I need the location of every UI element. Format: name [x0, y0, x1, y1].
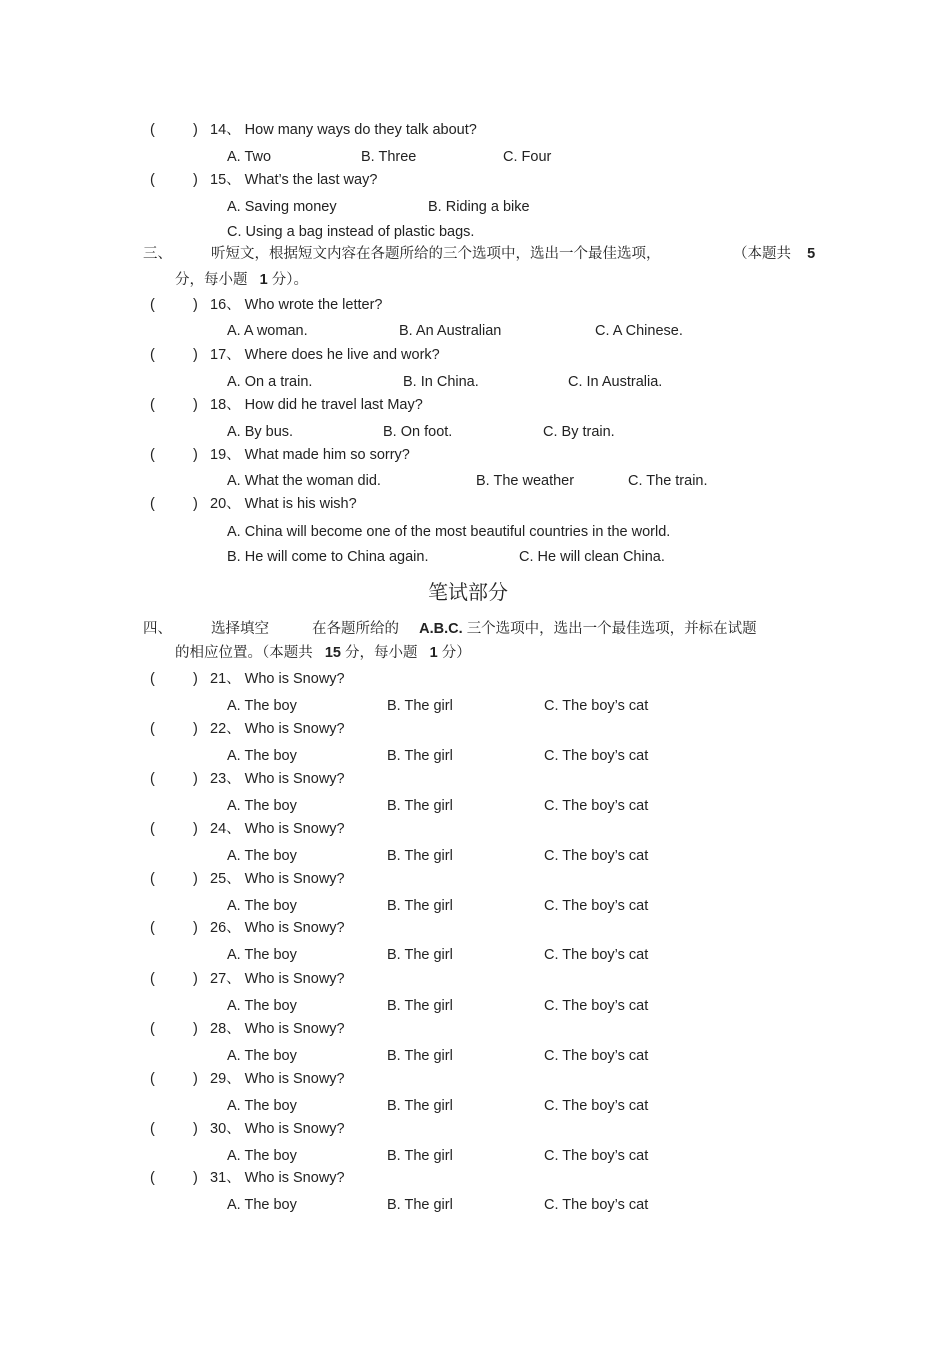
- answer-paren-open: (: [150, 920, 155, 936]
- answer-paren-close: ): [193, 1121, 198, 1137]
- option-a: A. China will become one of the most beautiful countries in the world.: [227, 524, 671, 540]
- option-c: C. The boy’s cat: [544, 998, 649, 1014]
- section-3-instruction: 听短文，根据短文内容在各题所给的三个选项中，选出一个最佳选项，: [211, 246, 661, 262]
- question-text: Who wrote the letter?: [244, 297, 383, 313]
- option-c: C. The boy’s cat: [544, 1197, 649, 1213]
- question-text: Who is Snowy?: [244, 721, 345, 737]
- section-3-score: （本题共 5: [733, 246, 816, 262]
- option-a: A. The boy: [227, 848, 297, 864]
- answer-paren-close: ): [193, 821, 198, 837]
- question-number: 28、: [210, 1021, 241, 1037]
- written-section-title: 笔试部分: [428, 580, 508, 604]
- option-c: C. The train.: [628, 473, 708, 489]
- question-22: [210, 720, 345, 738]
- question-24: [210, 820, 345, 838]
- option-a: A. What the woman did.: [227, 473, 381, 489]
- question-31: [210, 1169, 345, 1187]
- option-b: B. The girl: [387, 1197, 453, 1213]
- question-text: Who is Snowy?: [244, 771, 345, 787]
- answer-paren-open: (: [150, 771, 155, 787]
- section-4-score: 的相应位置。（本题共 15 分，每小题 1 分）: [175, 645, 471, 661]
- question-number: 19、: [210, 447, 241, 463]
- option-c: C. By train.: [543, 424, 615, 440]
- answer-paren-open: (: [150, 397, 155, 413]
- question-number: 31、: [210, 1170, 241, 1186]
- answer-paren-close: ): [193, 920, 198, 936]
- question-27: [210, 970, 345, 988]
- question-number: 17、: [210, 347, 241, 363]
- answer-paren-close: ): [193, 1170, 198, 1186]
- question-number: 23、: [210, 771, 241, 787]
- question-18: [210, 396, 423, 414]
- option-b: B. Riding a bike: [428, 199, 530, 215]
- question-number: 22、: [210, 721, 241, 737]
- question-number: 26、: [210, 920, 241, 936]
- answer-paren-close: ): [193, 1021, 198, 1037]
- question-text: Who is Snowy?: [244, 671, 345, 687]
- option-a: A. The boy: [227, 1148, 297, 1164]
- option-c: C. The boy’s cat: [544, 1098, 649, 1114]
- question-number: 24、: [210, 821, 241, 837]
- question-25: [210, 870, 345, 888]
- answer-paren-close: ): [193, 871, 198, 887]
- option-b: B. On foot.: [383, 424, 453, 440]
- question-text: What made him so sorry?: [244, 447, 410, 463]
- option-a: A. By bus.: [227, 424, 294, 440]
- question-text: Who is Snowy?: [244, 1071, 345, 1087]
- answer-paren-close: ): [193, 397, 198, 413]
- option-a: A. The boy: [227, 998, 297, 1014]
- answer-paren-open: (: [150, 496, 155, 512]
- question-text: Who is Snowy?: [244, 971, 345, 987]
- answer-paren-open: (: [150, 1170, 155, 1186]
- option-a: A. The boy: [227, 798, 297, 814]
- option-a: A. A woman.: [227, 323, 308, 339]
- option-a: A. The boy: [227, 1098, 297, 1114]
- answer-paren-open: (: [150, 447, 155, 463]
- option-b: B. The girl: [387, 1098, 453, 1114]
- option-b: B. The girl: [387, 848, 453, 864]
- question-text: Who is Snowy?: [244, 871, 345, 887]
- option-c: C. The boy’s cat: [544, 848, 649, 864]
- answer-paren-close: ): [193, 172, 198, 188]
- answer-paren-close: ): [193, 721, 198, 737]
- option-a: A. The boy: [227, 1197, 297, 1213]
- option-a: A. The boy: [227, 898, 297, 914]
- option-a: A. The boy: [227, 1048, 297, 1064]
- answer-paren-close: ): [193, 1071, 198, 1087]
- question-text: What is his wish?: [244, 496, 357, 512]
- answer-paren-open: (: [150, 1121, 155, 1137]
- question-number: 30、: [210, 1121, 241, 1137]
- question-text: Who is Snowy?: [244, 1021, 345, 1037]
- option-b: B. The girl: [387, 947, 453, 963]
- option-a: A. Saving money: [227, 199, 337, 215]
- option-a: A. On a train.: [227, 374, 313, 390]
- section-4-number: 四、: [143, 621, 172, 637]
- section-3-score-line2: 分，每小题 1 分）。: [175, 272, 308, 288]
- answer-paren-close: ): [193, 496, 198, 512]
- option-b: B. The girl: [387, 698, 453, 714]
- option-c: C. The boy’s cat: [544, 1148, 649, 1164]
- option-b: B. The weather: [476, 473, 575, 489]
- question-number: 21、: [210, 671, 241, 687]
- answer-paren-open: (: [150, 122, 155, 138]
- answer-paren-open: (: [150, 347, 155, 363]
- question-21: [210, 670, 345, 688]
- question-20: [210, 495, 357, 513]
- option-c: C. Using a bag instead of plastic bags.: [227, 224, 475, 240]
- question-28: [210, 1020, 345, 1038]
- option-b: B. In China.: [403, 374, 479, 390]
- question-text: How many ways do they talk about?: [244, 122, 477, 138]
- option-c: C. In Australia.: [568, 374, 663, 390]
- option-b: B. He will come to China again.: [227, 549, 429, 565]
- question-number: 18、: [210, 397, 241, 413]
- question-14: [210, 121, 477, 139]
- answer-paren-open: (: [150, 971, 155, 987]
- answer-paren-close: ): [193, 671, 198, 687]
- section-4-instruction: 在各题所给的 A.B.C. 三个选项中，选出一个最佳选项，并标在试题: [312, 621, 757, 637]
- question-15: [210, 171, 377, 189]
- section-4-title: 选择填空: [211, 621, 269, 637]
- question-number: 16、: [210, 297, 241, 313]
- question-26: [210, 919, 345, 937]
- question-text: Who is Snowy?: [244, 920, 345, 936]
- question-text: Where does he live and work?: [244, 347, 440, 363]
- question-text: Who is Snowy?: [244, 821, 345, 837]
- option-c: C. The boy’s cat: [544, 748, 649, 764]
- question-text: How did he travel last May?: [244, 397, 423, 413]
- option-a: A. The boy: [227, 698, 297, 714]
- question-number: 29、: [210, 1071, 241, 1087]
- question-30: [210, 1120, 345, 1138]
- option-b: B. The girl: [387, 998, 453, 1014]
- answer-paren-open: (: [150, 1071, 155, 1087]
- question-text: Who is Snowy?: [244, 1170, 345, 1186]
- question-text: What’s the last way?: [244, 172, 378, 188]
- question-text: Who is Snowy?: [244, 1121, 345, 1137]
- answer-paren-open: (: [150, 297, 155, 313]
- question-29: [210, 1070, 345, 1088]
- answer-paren-close: ): [193, 122, 198, 138]
- option-c: C. The boy’s cat: [544, 698, 649, 714]
- option-b: B. The girl: [387, 898, 453, 914]
- option-c: C. The boy’s cat: [544, 1048, 649, 1064]
- answer-paren-open: (: [150, 172, 155, 188]
- question-16: [210, 296, 383, 314]
- option-a: A. The boy: [227, 947, 297, 963]
- answer-paren-close: ): [193, 347, 198, 363]
- answer-paren-close: ): [193, 447, 198, 463]
- question-23: [210, 770, 345, 788]
- option-b: B. An Australian: [399, 323, 502, 339]
- answer-paren-open: (: [150, 1021, 155, 1037]
- question-19: [210, 446, 410, 464]
- answer-paren-close: ): [193, 971, 198, 987]
- option-a: A. Two: [227, 149, 272, 165]
- option-c: C. The boy’s cat: [544, 798, 649, 814]
- answer-paren-open: (: [150, 821, 155, 837]
- answer-paren-open: (: [150, 721, 155, 737]
- option-b: B. Three: [361, 149, 417, 165]
- question-number: 15、: [210, 172, 241, 188]
- option-b: B. The girl: [387, 798, 453, 814]
- option-c: C. A Chinese.: [595, 323, 683, 339]
- answer-paren-open: (: [150, 871, 155, 887]
- answer-paren-close: ): [193, 771, 198, 787]
- question-17: [210, 346, 440, 364]
- option-b: B. The girl: [387, 1148, 453, 1164]
- option-a: A. The boy: [227, 748, 297, 764]
- question-number: 25、: [210, 871, 241, 887]
- option-c: C. He will clean China.: [519, 549, 665, 565]
- option-c: C. The boy’s cat: [544, 898, 649, 914]
- question-number: 27、: [210, 971, 241, 987]
- option-c: C. The boy’s cat: [544, 947, 649, 963]
- option-b: B. The girl: [387, 748, 453, 764]
- section-3-number: 三、: [143, 246, 172, 262]
- answer-paren-close: ): [193, 297, 198, 313]
- question-number: 20、: [210, 496, 241, 512]
- option-b: B. The girl: [387, 1048, 453, 1064]
- option-c: C. Four: [503, 149, 552, 165]
- question-number: 14、: [210, 122, 241, 138]
- answer-paren-open: (: [150, 671, 155, 687]
